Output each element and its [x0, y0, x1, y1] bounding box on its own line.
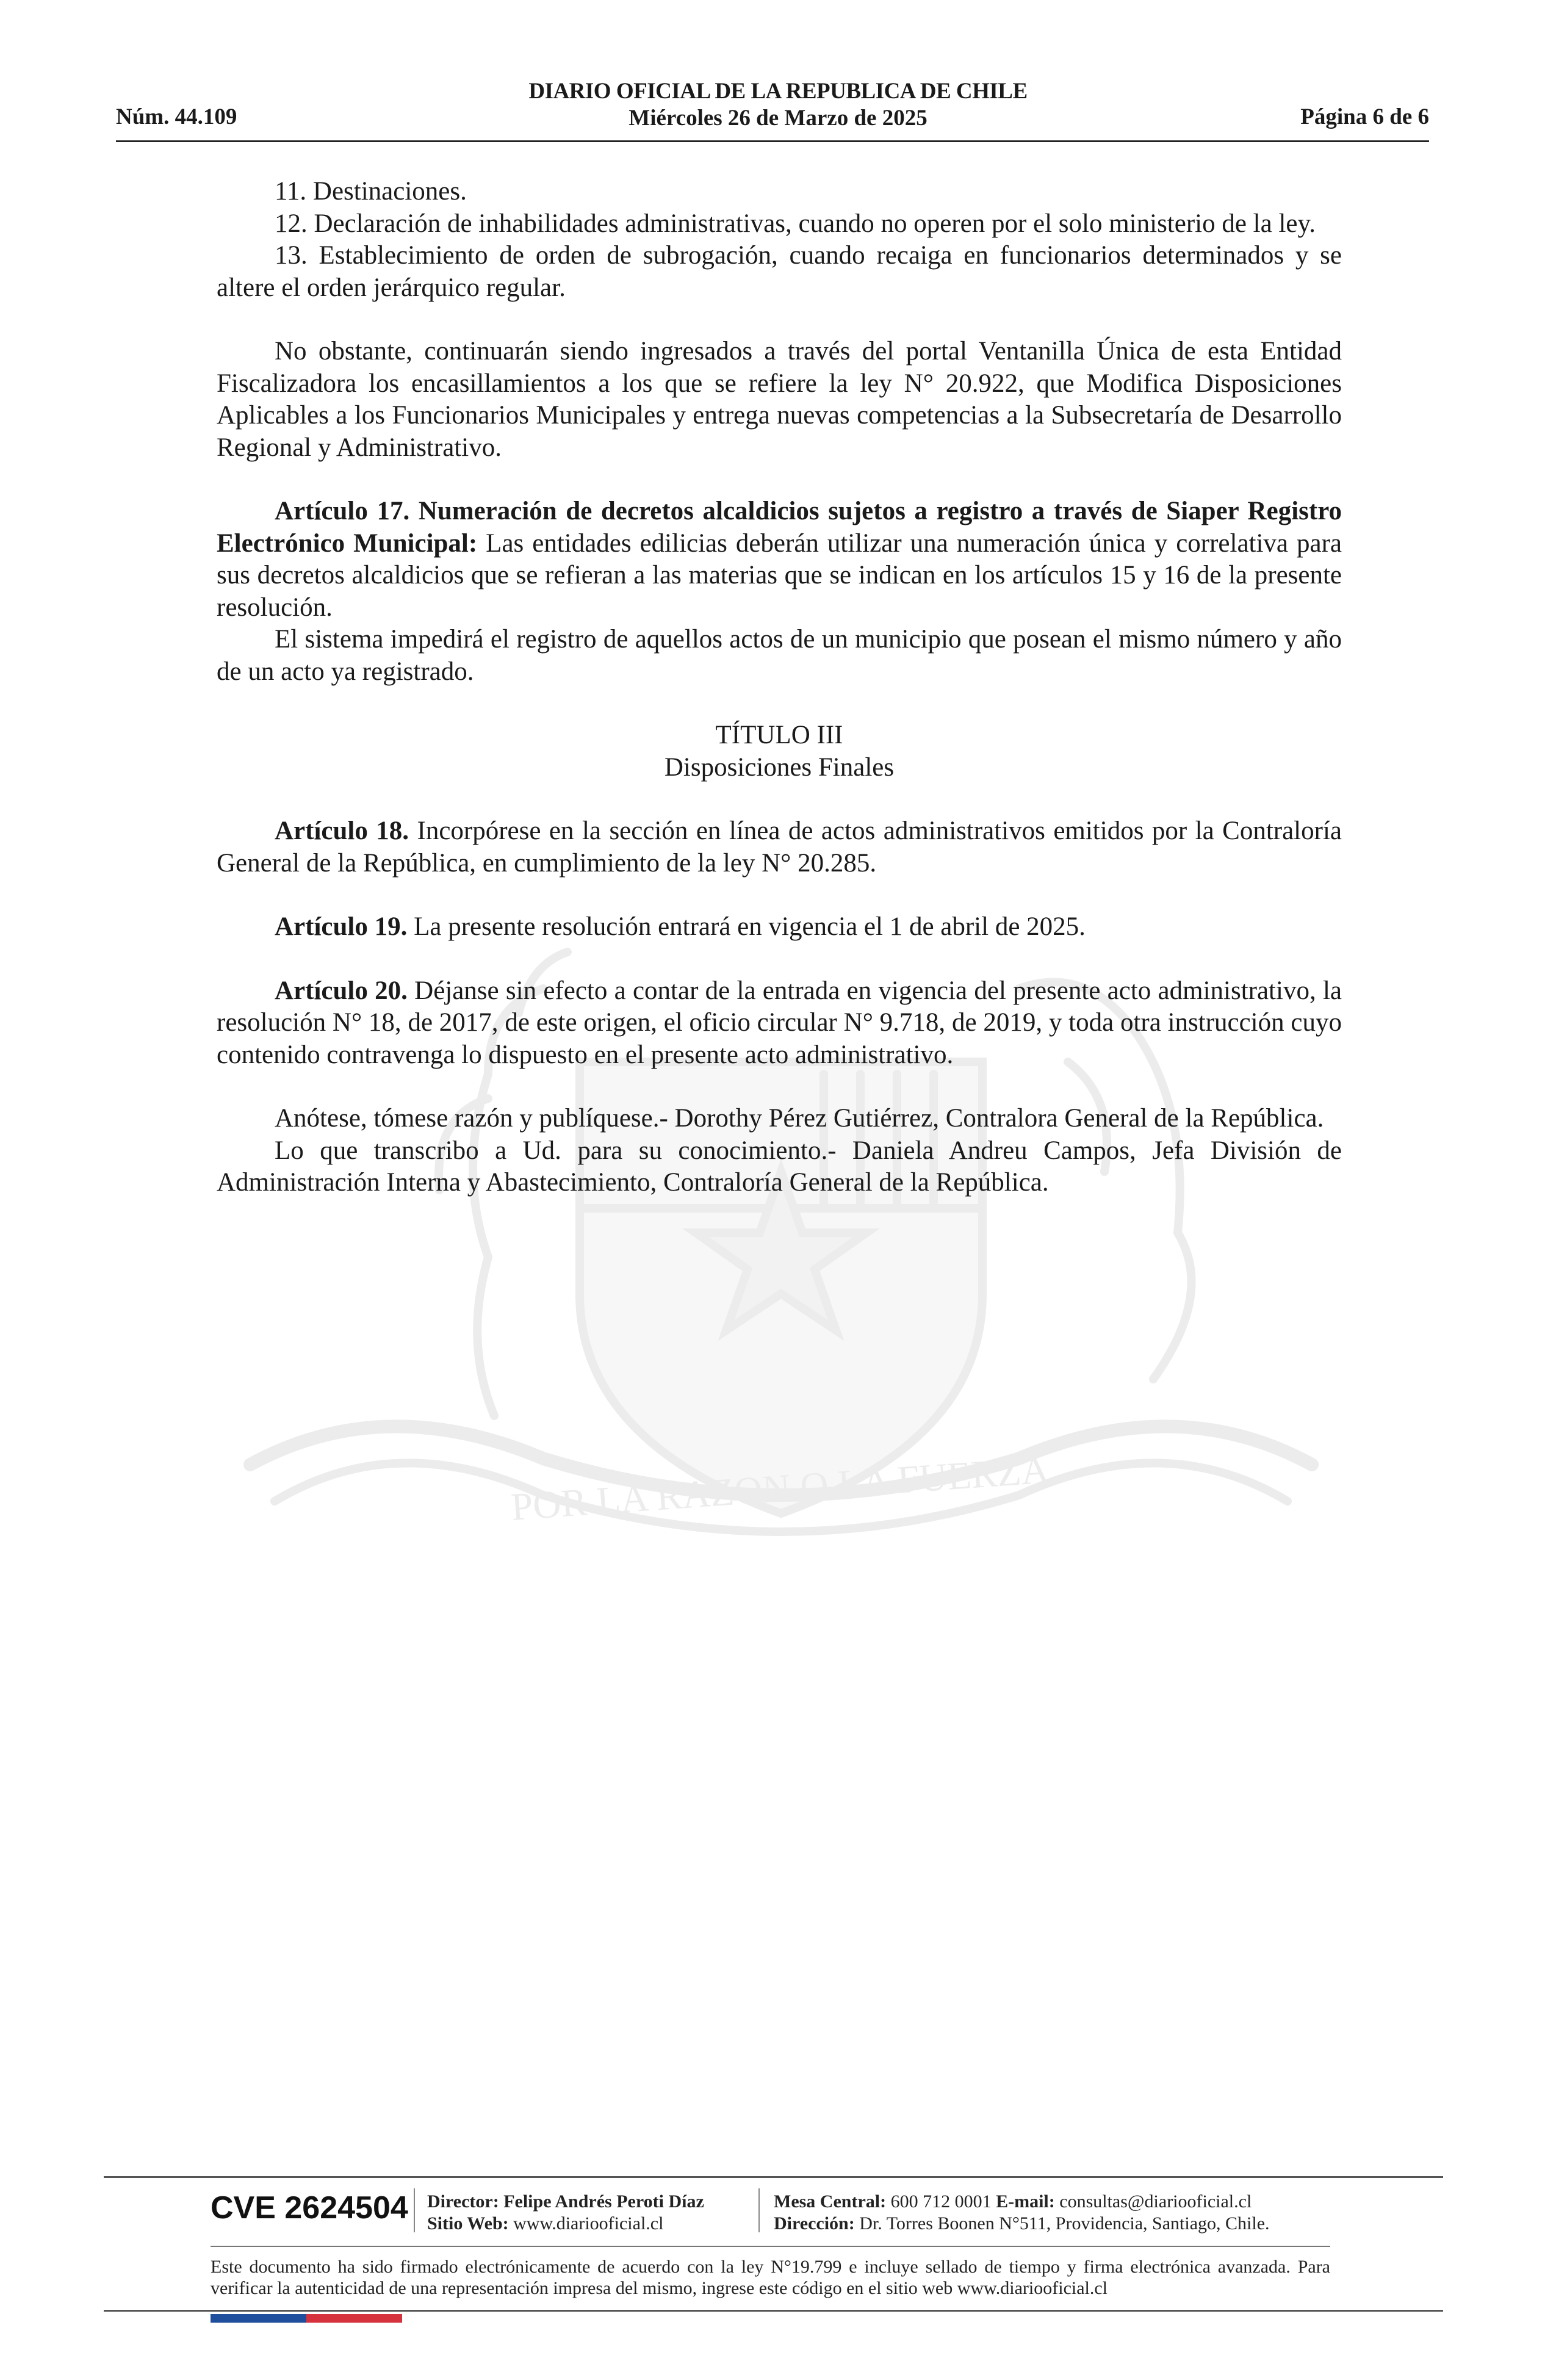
director-name: Felipe Andrés Peroti Díaz: [503, 2191, 704, 2212]
footer-bottom-rule: [104, 2310, 1443, 2312]
website-label: Sitio Web:: [427, 2213, 509, 2234]
issue-date: Miércoles 26 de Marzo de 2025: [629, 106, 927, 131]
article-17-text: Las entidades edilicias deberán utilizar una numeración única y correlativa para sus decretos alcaldicios que se refieran a las materias que se indican en los artículos 15 y 16 de la presente resolución.: [217, 528, 1342, 622]
article-19-heading: Artículo 19.: [275, 912, 408, 941]
closing-signature: Anótese, tómese razón y publíquese.- Dorothy Pérez Gutiérrez, Contralora General de la República.: [275, 1104, 1324, 1133]
article-19: [217, 911, 1342, 943]
header-divider: [116, 140, 1429, 142]
article-20-heading: Artículo 20.: [275, 976, 408, 1005]
director-label: Director:: [427, 2191, 499, 2212]
list-item-11: 11. Destinaciones.: [275, 177, 467, 206]
article-17-paragraph-2: El sistema impedirá el registro de aquellos actos de un municipio que posean el mismo número y año de un acto ya registrado.: [217, 625, 1342, 686]
motto-text: POR LA RAZON O LA FUERZA: [510, 1448, 1051, 1529]
footer-top-rule: [104, 2176, 1443, 2178]
footer-separator: [758, 2188, 760, 2232]
issue-number: Núm. 44.109: [116, 104, 237, 129]
website-link[interactable]: www.diariooficial.cl: [513, 2213, 664, 2234]
list-item-13: 13. Establecimiento de orden de subrogación, cuando recaiga en funcionarios determinados y se altere el orden jerárquico regular.: [217, 241, 1342, 302]
article-17-heading: Artículo 17. Numeración de decretos alcaldicios sujetos a registro a través de Siaper Registro Electrónico Municipal:: [217, 497, 1342, 558]
newspaper-title: DIARIO OFICIAL DE LA REPUBLICA DE CHILE: [528, 79, 1028, 104]
article-18: [217, 815, 1342, 879]
page-indicator: Página 6 de 6: [1300, 104, 1429, 129]
flag-stripe-blue: [211, 2314, 306, 2323]
article-18-text: Incorpórese en la sección en línea de actos administrativos emitidos por la Contraloría General de la República, en cumplimiento de la ley N° 20.285.: [217, 817, 1342, 878]
article-17: [217, 496, 1342, 624]
footer-mid-rule: [211, 2246, 1330, 2247]
mesa-central-value: 600 712 0001: [890, 2191, 992, 2212]
footer-director-block: [427, 2191, 704, 2235]
document-body: [217, 176, 1342, 1199]
legal-notice: Este documento ha sido firmado electrónicamente de acuerdo con la ley N°19.799 e incluye sellado de tiempo y firma electrónica avanzada. Para verificar la autenticidad de una representación impresa del mismo, ingrese este código en el sitio web www.diariooficial.cl: [211, 2257, 1330, 2298]
closing-transcription: Lo que transcribo a Ud. para su conocimiento.- Daniela Andreu Campos, Jefa División de Administración Interna y Abastecimiento, Contraloría General de la República.: [217, 1136, 1342, 1197]
article-18-heading: Artículo 18.: [275, 817, 409, 845]
cve-code: CVE 2624504: [211, 2190, 408, 2226]
mesa-central-label: Mesa Central:: [774, 2191, 887, 2212]
article-19-text: La presente resolución entrará en vigencia el 1 de abril de 2025.: [407, 912, 1086, 941]
article-20: [217, 975, 1342, 1072]
address-value: Dr. Torres Boonen N°511, Providencia, Santiago, Chile.: [859, 2213, 1270, 2234]
paragraph-no-obstante: No obstante, continuarán siendo ingresados a través del portal Ventanilla Única de esta Entidad Fiscalizadora los encasillamientos a los que se refiere la ley N° 20.922, que Modifica Disposiciones Aplicables a los Funcionarios Municipales y entrega nuevas competencias a la Subsecretaría de Desarrollo Regional y Administrativo.: [217, 337, 1342, 462]
title-subheading: Disposiciones Finales: [664, 752, 895, 782]
footer-separator: [414, 2188, 415, 2232]
email-link[interactable]: consultas@diariooficial.cl: [1059, 2191, 1252, 2212]
address-label: Dirección:: [774, 2213, 855, 2234]
email-label: E-mail:: [996, 2191, 1055, 2212]
article-20-text: Déjanse sin efecto a contar de la entrada en vigencia del presente acto administrativo, la resolución N° 18, de 2017, de este origen, el oficio circular N° 9.718, de 2019, y toda otra instrucción cuyo contenido contravenga lo dispuesto en el presente acto administrativo.: [217, 976, 1342, 1069]
list-item-12: 12. Declaración de inhabilidades administrativas, cuando no operen por el solo ministerio de la ley.: [275, 209, 1316, 238]
title-heading: TÍTULO III: [715, 721, 843, 749]
flag-stripe-red: [306, 2314, 402, 2323]
footer-contact-block: [774, 2191, 1270, 2235]
